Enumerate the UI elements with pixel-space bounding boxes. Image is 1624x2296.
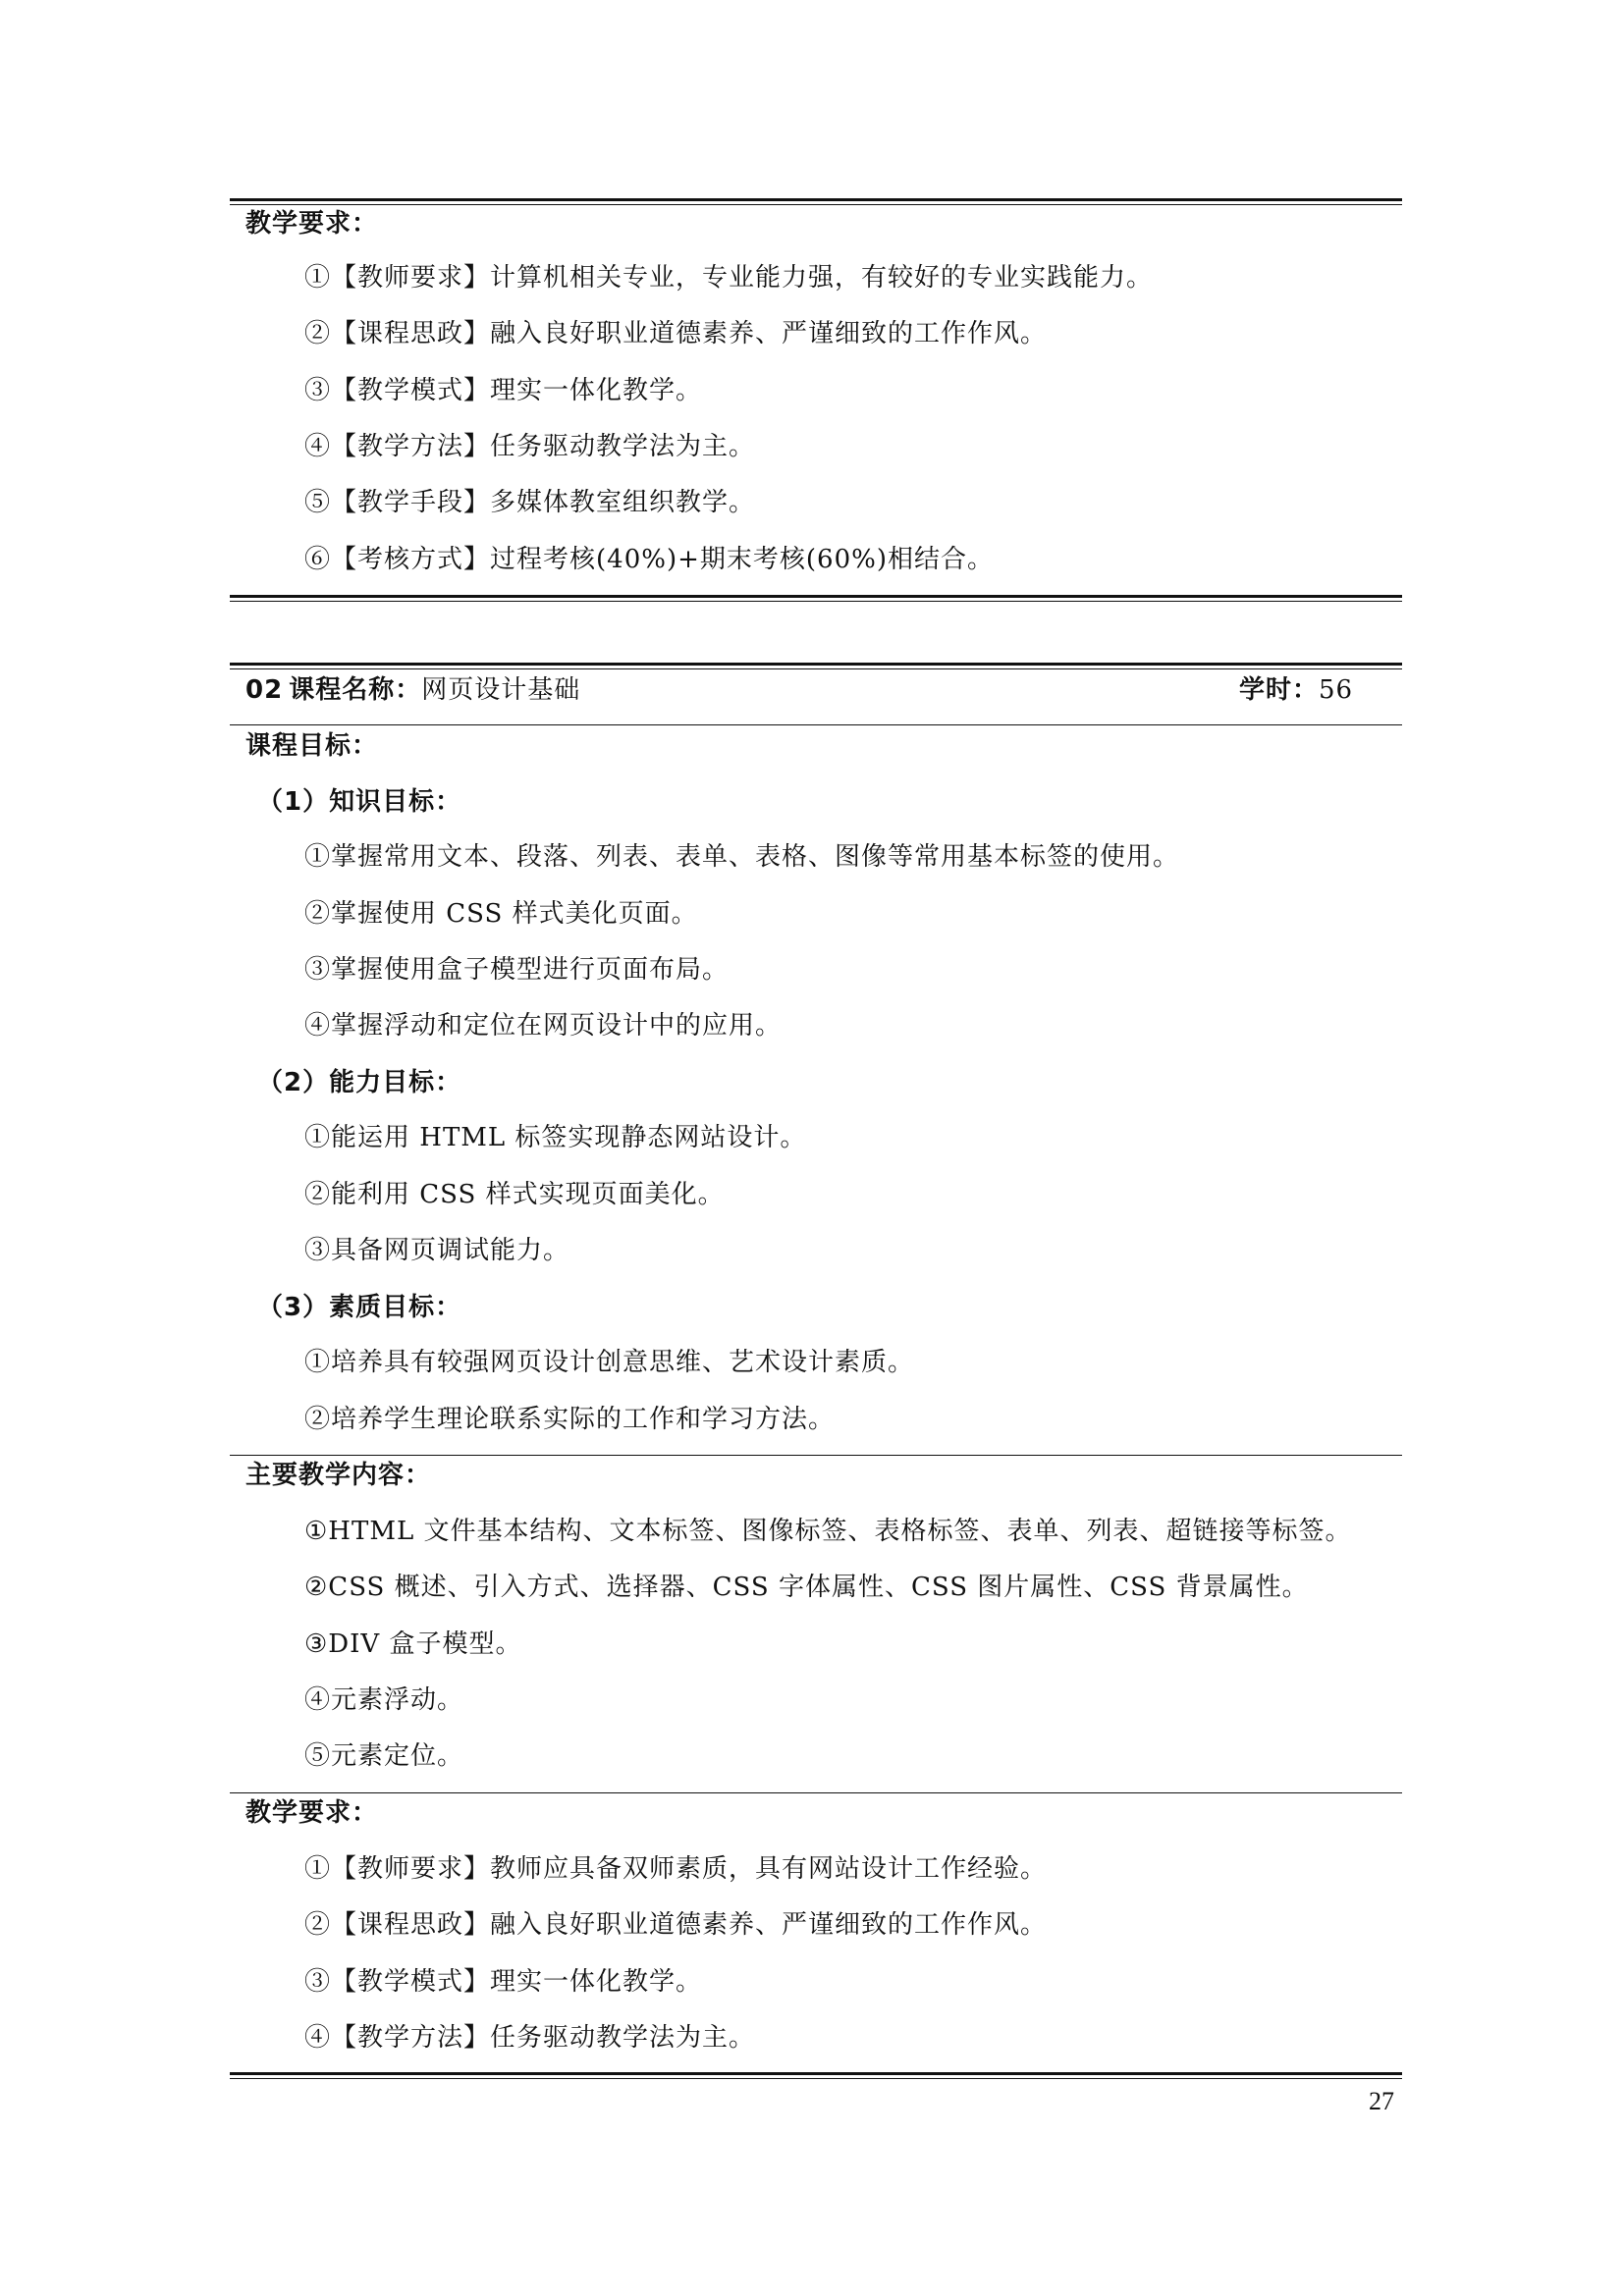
quality-goals-heading: （3）素质目标： (257, 1293, 462, 1322)
hours-label: 学时： (1239, 675, 1320, 705)
course-table-bottom-rule (230, 2072, 1402, 2075)
course-name: 网页设计基础 (421, 675, 581, 705)
requirement-item (304, 261, 1153, 294)
item-number: ⑤ (304, 488, 332, 517)
row-divider (230, 1792, 1402, 1793)
table-top-rule-inner (230, 204, 1402, 205)
course-goals-heading: 课程目标： (245, 731, 379, 761)
ability-goals-heading: （2）能力目标： (257, 1068, 462, 1097)
content-item: ①HTML 文件基本结构、文本标签、图像标签、表格标签、表单、列表、超链接等标签。 (304, 1517, 1352, 1546)
item-tag: 【教学手段】 (331, 488, 491, 517)
item-tag: 【教师要求】 (331, 1854, 491, 1884)
table-bottom-rule-inner (230, 601, 1402, 602)
item-tag: 【教学模式】 (331, 376, 491, 405)
ability-goal-item: ③具备网页调试能力。 (304, 1236, 570, 1265)
item-number: ④ (304, 432, 332, 461)
item-text: 融入良好职业道德素养、严谨细致的工作作风。 (490, 1910, 1048, 1940)
main-content-heading: 主要教学内容： (245, 1461, 432, 1490)
quality-goal-item: ①培养具有较强网页设计创意思维、艺术设计素质。 (304, 1348, 915, 1377)
item-text: 教师应具备双师素质，具有网站设计工作经验。 (490, 1854, 1048, 1884)
knowledge-goal-item: ①掌握常用文本、段落、列表、表单、表格、图像等常用基本标签的使用。 (304, 842, 1180, 872)
knowledge-goal-item: ②掌握使用 CSS 样式美化页面。 (304, 899, 698, 929)
content-item: ⑤元素定位。 (304, 1741, 464, 1771)
page-number: 27 (1369, 2087, 1394, 2115)
item-text: 理实一体化教学。 (490, 376, 703, 405)
item-text: 融入良好职业道德素养、严谨细致的工作作风。 (490, 319, 1048, 348)
requirement-item (304, 486, 755, 519)
requirement-item (304, 1908, 1047, 1942)
requirement-item (304, 543, 994, 576)
requirement-item (304, 430, 755, 463)
item-text: 理实一体化教学。 (490, 1967, 703, 1997)
item-number: ② (304, 319, 332, 348)
requirement-item (304, 1852, 1047, 1886)
course-name-label: 课程名称： (289, 675, 422, 705)
table-bottom-rule (230, 595, 1402, 598)
item-tag: 【教学方法】 (331, 432, 491, 461)
knowledge-goals-heading: （1）知识目标： (257, 787, 462, 817)
ability-goal-item: ②能利用 CSS 样式实现页面美化。 (304, 1180, 725, 1209)
item-text: 多媒体教室组织教学。 (490, 488, 756, 517)
course-table-bottom-rule-inner (230, 2078, 1402, 2079)
knowledge-goal-item: ④掌握浮动和定位在网页设计中的应用。 (304, 1011, 783, 1041)
item-tag: 【教学模式】 (331, 1967, 491, 1997)
hours-value: 56 (1319, 675, 1354, 705)
item-number: ① (304, 263, 332, 293)
item-number: ① (304, 1854, 332, 1884)
item-number: ③ (304, 1967, 332, 1997)
row-divider (230, 724, 1402, 725)
requirement-item (304, 374, 702, 407)
item-text: 任务驱动教学法为主。 (490, 432, 756, 461)
course-table-top-rule (230, 663, 1402, 666)
teaching-requirements-heading: 教学要求： (245, 1798, 379, 1828)
item-text: 过程考核(40%)+期末考核(60%)相结合。 (490, 545, 994, 574)
table-top-rule (230, 198, 1402, 201)
course-title-row (245, 673, 580, 707)
row-divider (230, 1455, 1402, 1456)
item-tag: 【课程思政】 (331, 319, 491, 348)
course-hours (1239, 673, 1353, 707)
content-item: ④元素浮动。 (304, 1685, 464, 1715)
content-item: ②CSS 概述、引入方式、选择器、CSS 字体属性、CSS 图片属性、CSS 背景属性。 (304, 1573, 1309, 1602)
course-table-top-rule-inner (230, 668, 1402, 669)
ability-goal-item: ①能运用 HTML 标签实现静态网站设计。 (304, 1123, 807, 1152)
requirement-item (304, 2021, 755, 2055)
item-tag: 【教学方法】 (331, 2023, 491, 2053)
item-number: ② (304, 1910, 332, 1940)
item-text: 计算机相关专业，专业能力强，有较好的专业实践能力。 (490, 263, 1154, 293)
item-number: ③ (304, 376, 332, 405)
item-tag: 【教师要求】 (331, 263, 491, 293)
item-tag: 【课程思政】 (331, 1910, 491, 1940)
item-text: 任务驱动教学法为主。 (490, 2023, 756, 2053)
content-item: ③DIV 盒子模型。 (304, 1629, 522, 1659)
course-number: 02 (245, 675, 284, 705)
requirement-item (304, 1965, 702, 1999)
requirement-item (304, 317, 1047, 350)
quality-goal-item: ②培养学生理论联系实际的工作和学习方法。 (304, 1405, 836, 1434)
item-number: ⑥ (304, 545, 332, 574)
item-tag: 【考核方式】 (331, 545, 491, 574)
teaching-requirements-heading: 教学要求： (245, 209, 379, 239)
item-number: ④ (304, 2023, 332, 2053)
knowledge-goal-item: ③掌握使用盒子模型进行页面布局。 (304, 955, 730, 985)
